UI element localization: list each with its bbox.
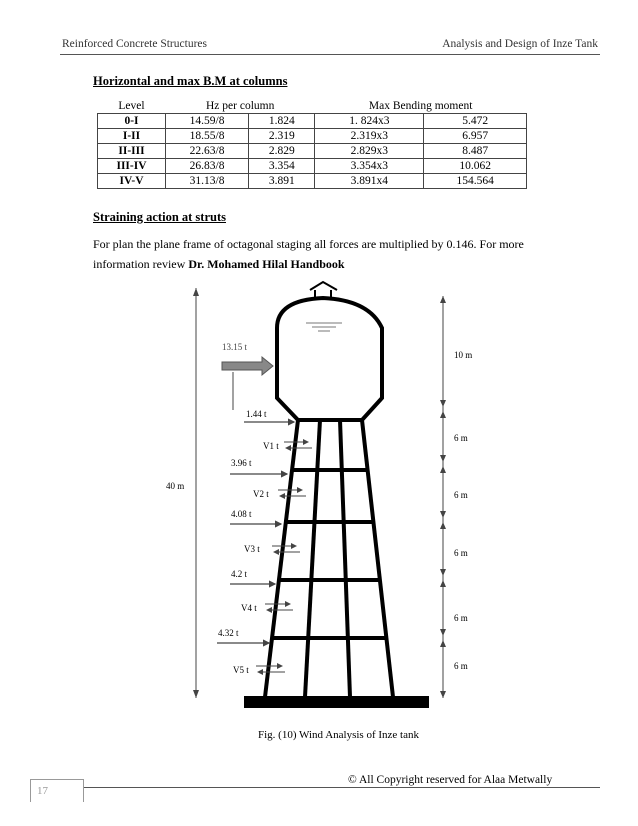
cell-hz-val: 1.824 <box>249 114 315 129</box>
cell-hz-val: 3.891 <box>249 174 315 189</box>
dim-label-5: 6 m <box>454 661 468 671</box>
page-number: 17 <box>37 785 48 797</box>
total-height-label: 40 m <box>166 481 185 491</box>
section-title-bm: Horizontal and max B.M at columns <box>93 74 288 88</box>
cell-hz: 14.59/8 <box>166 114 249 129</box>
dim-label-tank: 10 m <box>454 350 473 360</box>
cell-bm-val: 8.487 <box>424 144 527 159</box>
cell-bm: 2.829x3 <box>315 144 424 159</box>
cell-bm: 3.891x4 <box>315 174 424 189</box>
column-inner-right <box>340 420 350 697</box>
force-label-2: 3.96 t <box>231 458 252 468</box>
cell-bm: 1. 824x3 <box>315 114 424 129</box>
tank-body <box>277 298 382 420</box>
column-inner-left <box>305 420 320 697</box>
cell-bm-val: 6.957 <box>424 129 527 144</box>
cell-hz: 26.83/8 <box>166 159 249 174</box>
column-outer-left <box>265 420 298 697</box>
dim-label-4: 6 m <box>454 613 468 623</box>
col-header-bm: Max Bending moment <box>315 99 527 114</box>
dim-label-3: 6 m <box>454 548 468 558</box>
cell-level: I-II <box>98 129 166 144</box>
cell-hz-val: 2.319 <box>249 129 315 144</box>
column-outer-right <box>362 420 393 697</box>
v-label-1: V1 t <box>263 441 279 451</box>
footer-divider <box>84 787 600 788</box>
cell-hz-val: 2.829 <box>249 144 315 159</box>
cell-bm-val: 154.564 <box>424 174 527 189</box>
v-label-5: V5 t <box>233 665 249 675</box>
figure-caption: Fig. (10) Wind Analysis of Inze tank <box>258 729 419 741</box>
total-height-dimension <box>166 288 199 698</box>
para-reference: Dr. Mohamed Hilal Handbook <box>188 257 345 271</box>
force-tank-label: 13.15 t <box>222 342 248 352</box>
section-title-struts: Straining action at struts <box>93 210 226 224</box>
cell-bm: 2.319x3 <box>315 129 424 144</box>
cell-level: II-III <box>98 144 166 159</box>
v-label-3: V3 t <box>244 544 260 554</box>
dim-label-1: 6 m <box>454 433 468 443</box>
cell-level: IV-V <box>98 174 166 189</box>
cell-level: III-IV <box>98 159 166 174</box>
force-label-4: 4.2 t <box>231 569 248 579</box>
col-header-level: Level <box>98 99 166 114</box>
cell-hz: 31.13/8 <box>166 174 249 189</box>
col-header-hz: Hz per column <box>166 99 315 114</box>
para-text: For plan the plane frame of octagonal staging all forces are multiplied by 0.146. For more information review <box>93 237 524 271</box>
cell-hz: 18.55/8 <box>166 129 249 144</box>
right-dimensions <box>440 296 446 698</box>
staging-frame <box>265 420 393 697</box>
cell-hz: 22.63/8 <box>166 144 249 159</box>
roof-vent <box>310 282 337 298</box>
dim-label-2: 6 m <box>454 490 468 500</box>
cell-hz-val: 3.354 <box>249 159 315 174</box>
force-label-5: 4.32 t <box>218 628 239 638</box>
foundation <box>244 696 429 708</box>
footer-copyright: © All Copyright reserved for Alaa Metwally <box>348 774 553 786</box>
header-left: Reinforced Concrete Structures <box>62 38 207 50</box>
header-right: Analysis and Design of Inze Tank <box>442 38 598 50</box>
force-label-3: 4.08 t <box>231 509 252 519</box>
cell-bm-val: 5.472 <box>424 114 527 129</box>
v-label-4: V4 t <box>241 603 257 613</box>
force-label-1: 1.44 t <box>246 409 267 419</box>
wind-force-tank-arrow <box>222 357 273 375</box>
cell-bm-val: 10.062 <box>424 159 527 174</box>
v-label-2: V2 t <box>253 489 269 499</box>
cell-level: 0-I <box>98 114 166 129</box>
cell-bm: 3.354x3 <box>315 159 424 174</box>
